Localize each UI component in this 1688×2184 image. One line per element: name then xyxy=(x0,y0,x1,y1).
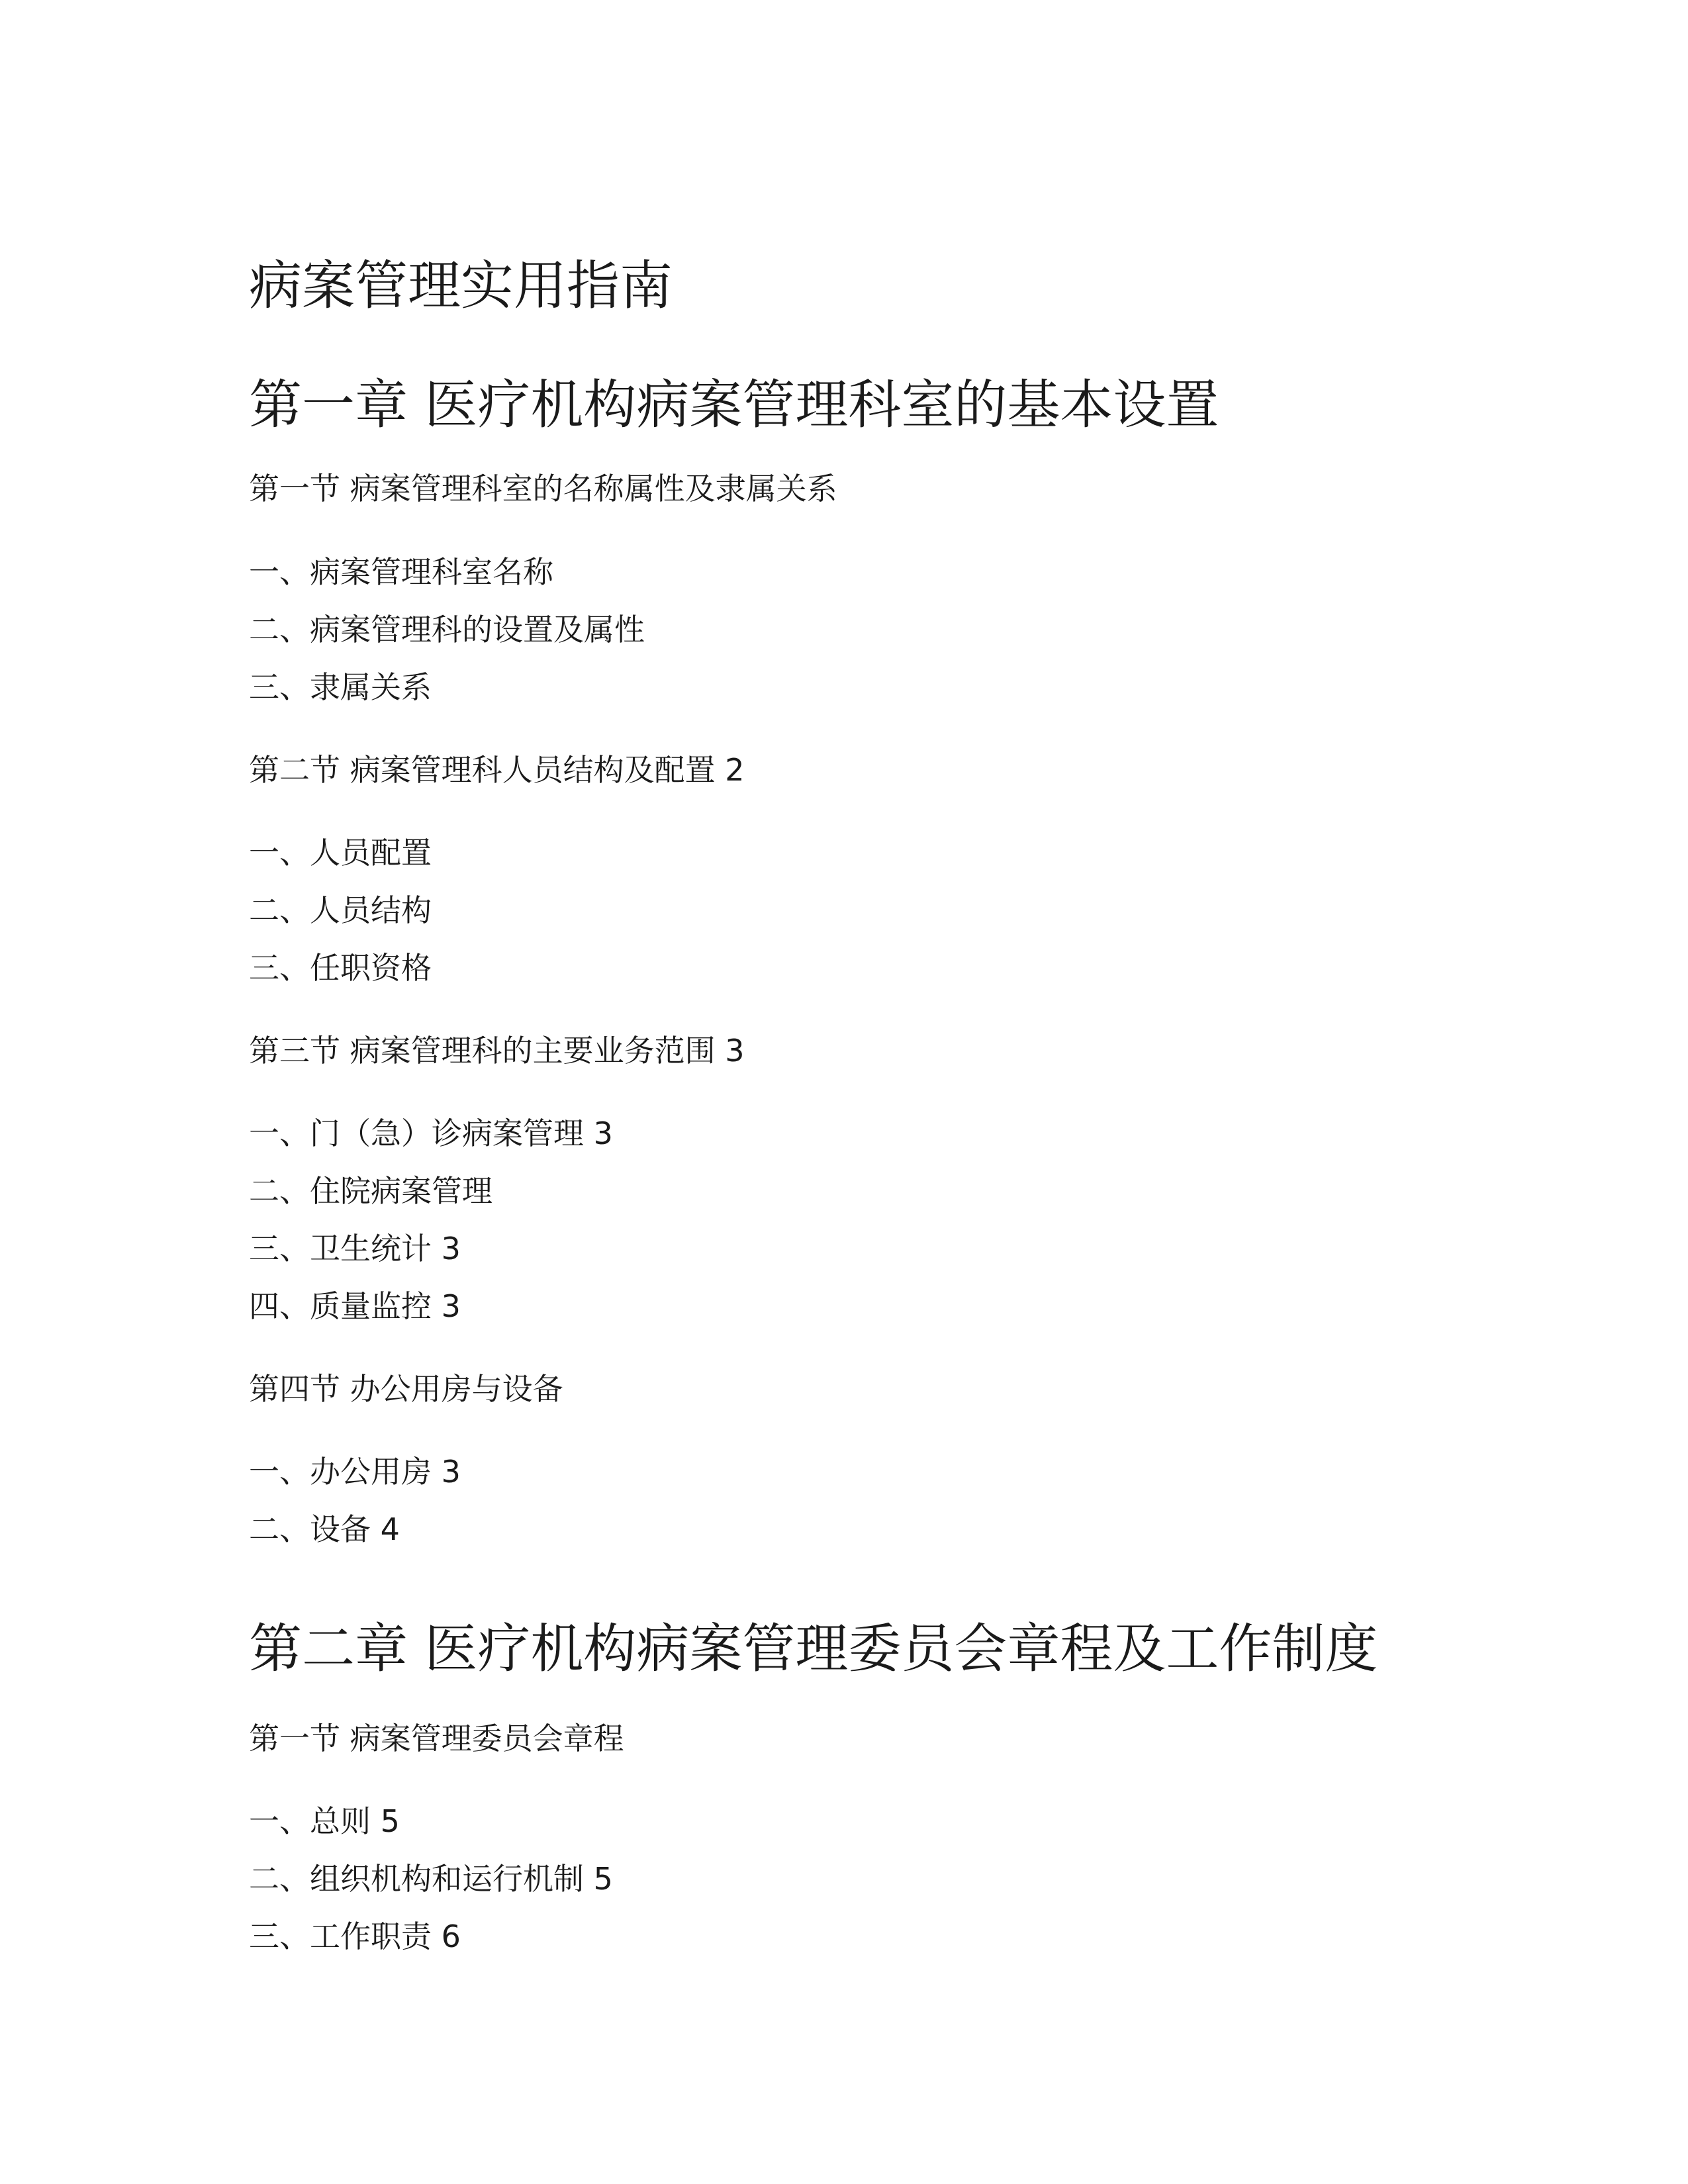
toc-item: 三、卫生统计 3 xyxy=(249,1231,461,1266)
section-title: 第二节 病案管理科人员结构及配置 2 xyxy=(249,752,745,788)
toc-item: 三、任职资格 xyxy=(249,950,432,986)
document-title: 病案管理实用指南 xyxy=(249,255,673,316)
toc-item: 三、工作职责 6 xyxy=(249,1919,461,1954)
section-title: 第三节 病案管理科的主要业务范围 3 xyxy=(249,1033,745,1068)
toc-item: 二、病案管理科的设置及属性 xyxy=(249,612,645,647)
toc-item: 四、质量监控 3 xyxy=(249,1288,461,1324)
toc-item: 一、办公用房 3 xyxy=(249,1454,461,1490)
section-title: 第一节 病案管理委员会章程 xyxy=(249,1721,624,1756)
toc-item: 一、总则 5 xyxy=(249,1803,400,1839)
toc-item: 二、组织机构和运行机制 5 xyxy=(249,1861,613,1897)
toc-item: 一、门（急）诊病案管理 3 xyxy=(249,1116,613,1151)
toc-item: 一、病案管理科室名称 xyxy=(249,554,553,590)
toc-item: 二、设备 4 xyxy=(249,1511,400,1547)
toc-item: 三、隶属关系 xyxy=(249,669,432,705)
toc-item: 一、人员配置 xyxy=(249,835,432,871)
toc-item: 二、人员结构 xyxy=(249,892,432,928)
section-title: 第四节 办公用房与设备 xyxy=(249,1371,563,1407)
section-title: 第一节 病案管理科室的名称属性及隶属关系 xyxy=(249,471,837,506)
toc-item: 二、住院病案管理 xyxy=(249,1173,492,1209)
chapter-title: 第一章 医疗机构病案管理科室的基本设置 xyxy=(249,374,1219,436)
chapter-title: 第二章 医疗机构病案管理委员会章程及工作制度 xyxy=(249,1618,1378,1680)
